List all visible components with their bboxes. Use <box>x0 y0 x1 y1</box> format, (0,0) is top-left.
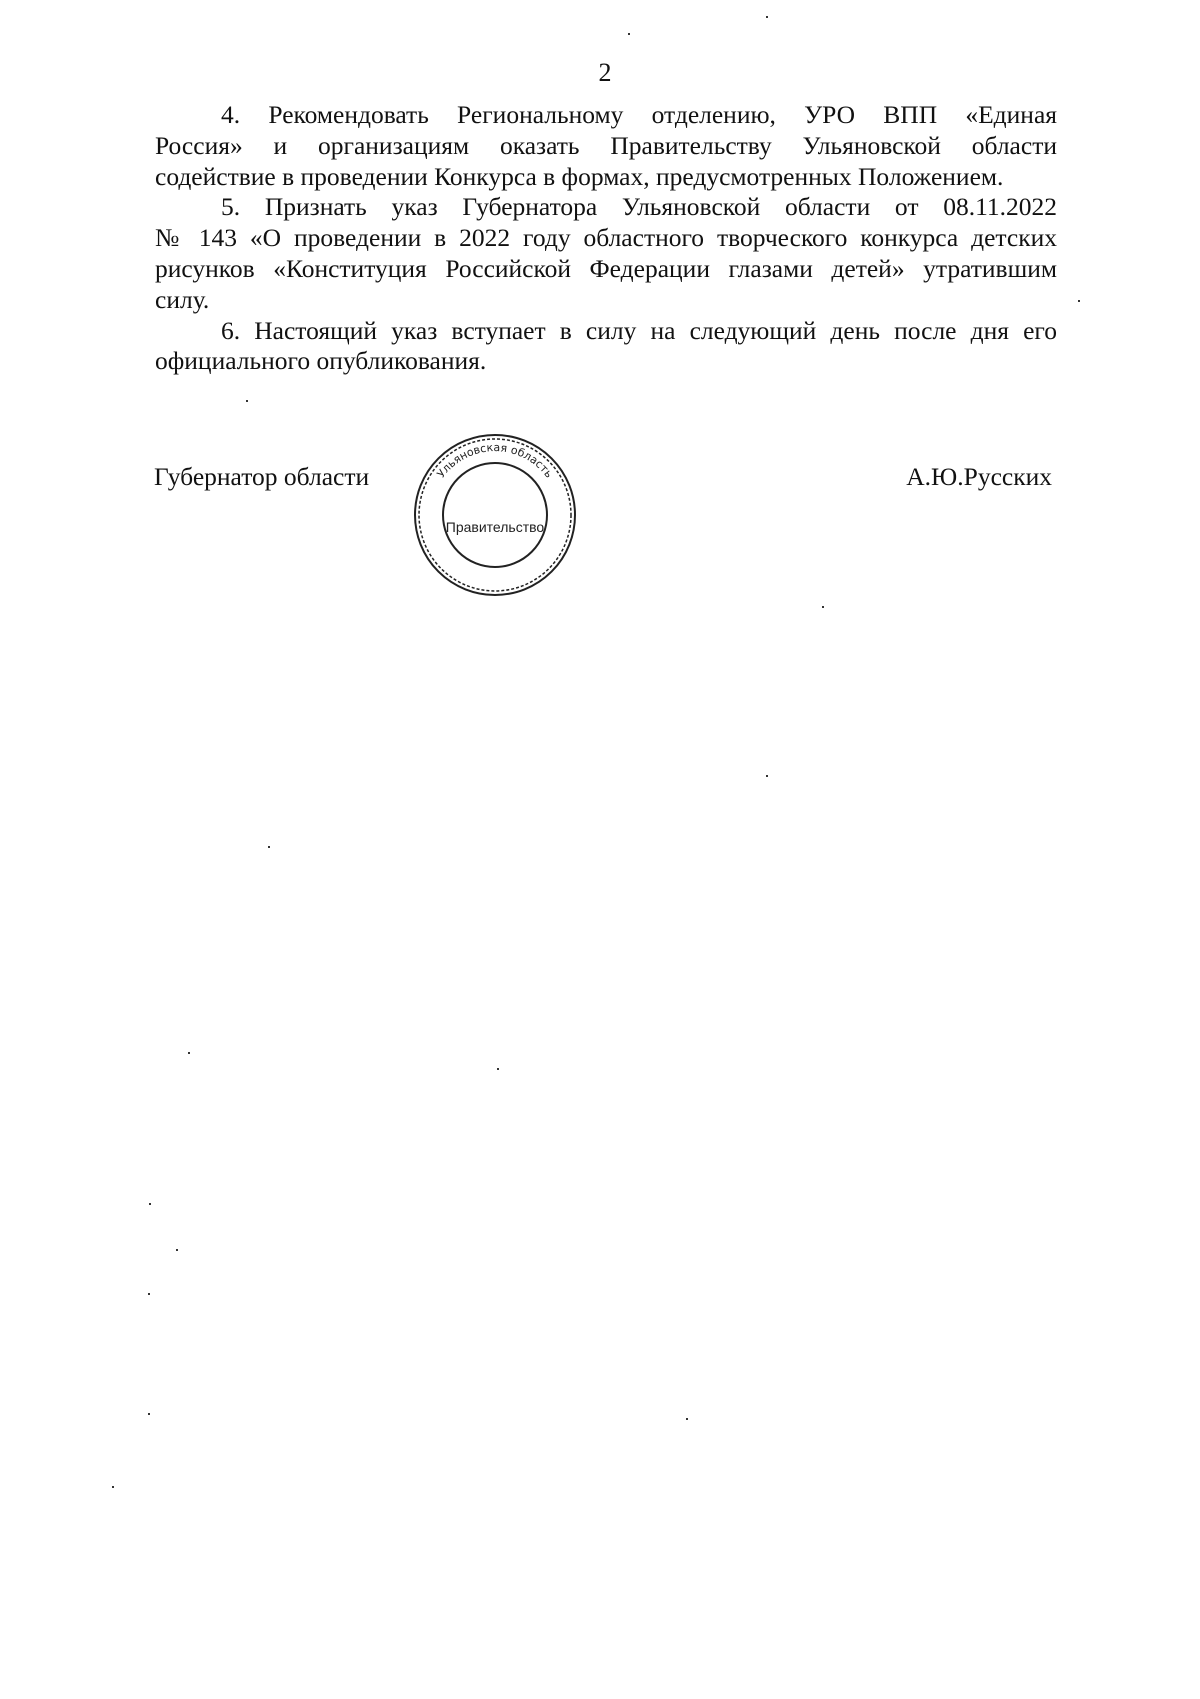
text-line: 6. Настоящий указ вступает в силу на следующий день после дня его <box>221 315 1057 345</box>
scan-speck <box>1078 300 1080 302</box>
scan-speck <box>246 400 248 402</box>
text-line: Россия» и организациям оказать Правительству Ульяновской области <box>155 130 1057 160</box>
text-line: силу. <box>155 284 210 314</box>
scan-speck <box>497 1068 499 1070</box>
stamp-inner-ring <box>443 463 547 567</box>
stamp-dashed-ring <box>419 439 571 591</box>
scan-speck <box>149 1203 151 1205</box>
text-line: 4. Рекомендовать Региональному отделению, УРО ВПП «Единая <box>221 100 1057 129</box>
text-line: рисунков «Конституция Российской Федерации глазами детей» утратившим <box>155 253 1057 283</box>
scan-speck <box>268 846 270 848</box>
scan-speck <box>686 1418 688 1420</box>
scan-speck <box>628 33 630 35</box>
scan-speck <box>766 16 768 18</box>
paragraph-5 <box>155 192 1057 315</box>
scan-speck <box>148 1413 150 1415</box>
scan-speck <box>188 1052 190 1054</box>
stamp-outer-ring <box>415 435 575 595</box>
page-number: 2 <box>598 58 612 87</box>
paragraph-4 <box>155 100 1057 192</box>
scan-speck <box>112 1486 114 1488</box>
text-line: официального опубликования. <box>155 346 487 376</box>
official-stamp <box>410 430 580 600</box>
signatory-name: А.Ю.Русских <box>906 462 1052 491</box>
text-line: 5. Признать указ Губернатора Ульяновской области от 08.11.2022 <box>221 192 1057 222</box>
document-body <box>155 100 1057 377</box>
scan-speck <box>766 775 768 777</box>
text-line: содействие в проведении Конкурса в формах, предусмотренных Положением. <box>155 161 1004 191</box>
scan-speck <box>822 606 824 608</box>
scan-speck <box>176 1249 178 1251</box>
stamp-center-text: Правительство <box>445 519 545 535</box>
text-line: № 143 «О проведении в 2022 году областного творческого конкурса детских <box>155 223 1057 253</box>
stamp-ring-text: Ульяновская область <box>434 441 556 481</box>
paragraph-6 <box>155 316 1057 378</box>
scan-speck <box>148 1293 150 1295</box>
signatory-position: Губернатор области <box>154 462 370 491</box>
